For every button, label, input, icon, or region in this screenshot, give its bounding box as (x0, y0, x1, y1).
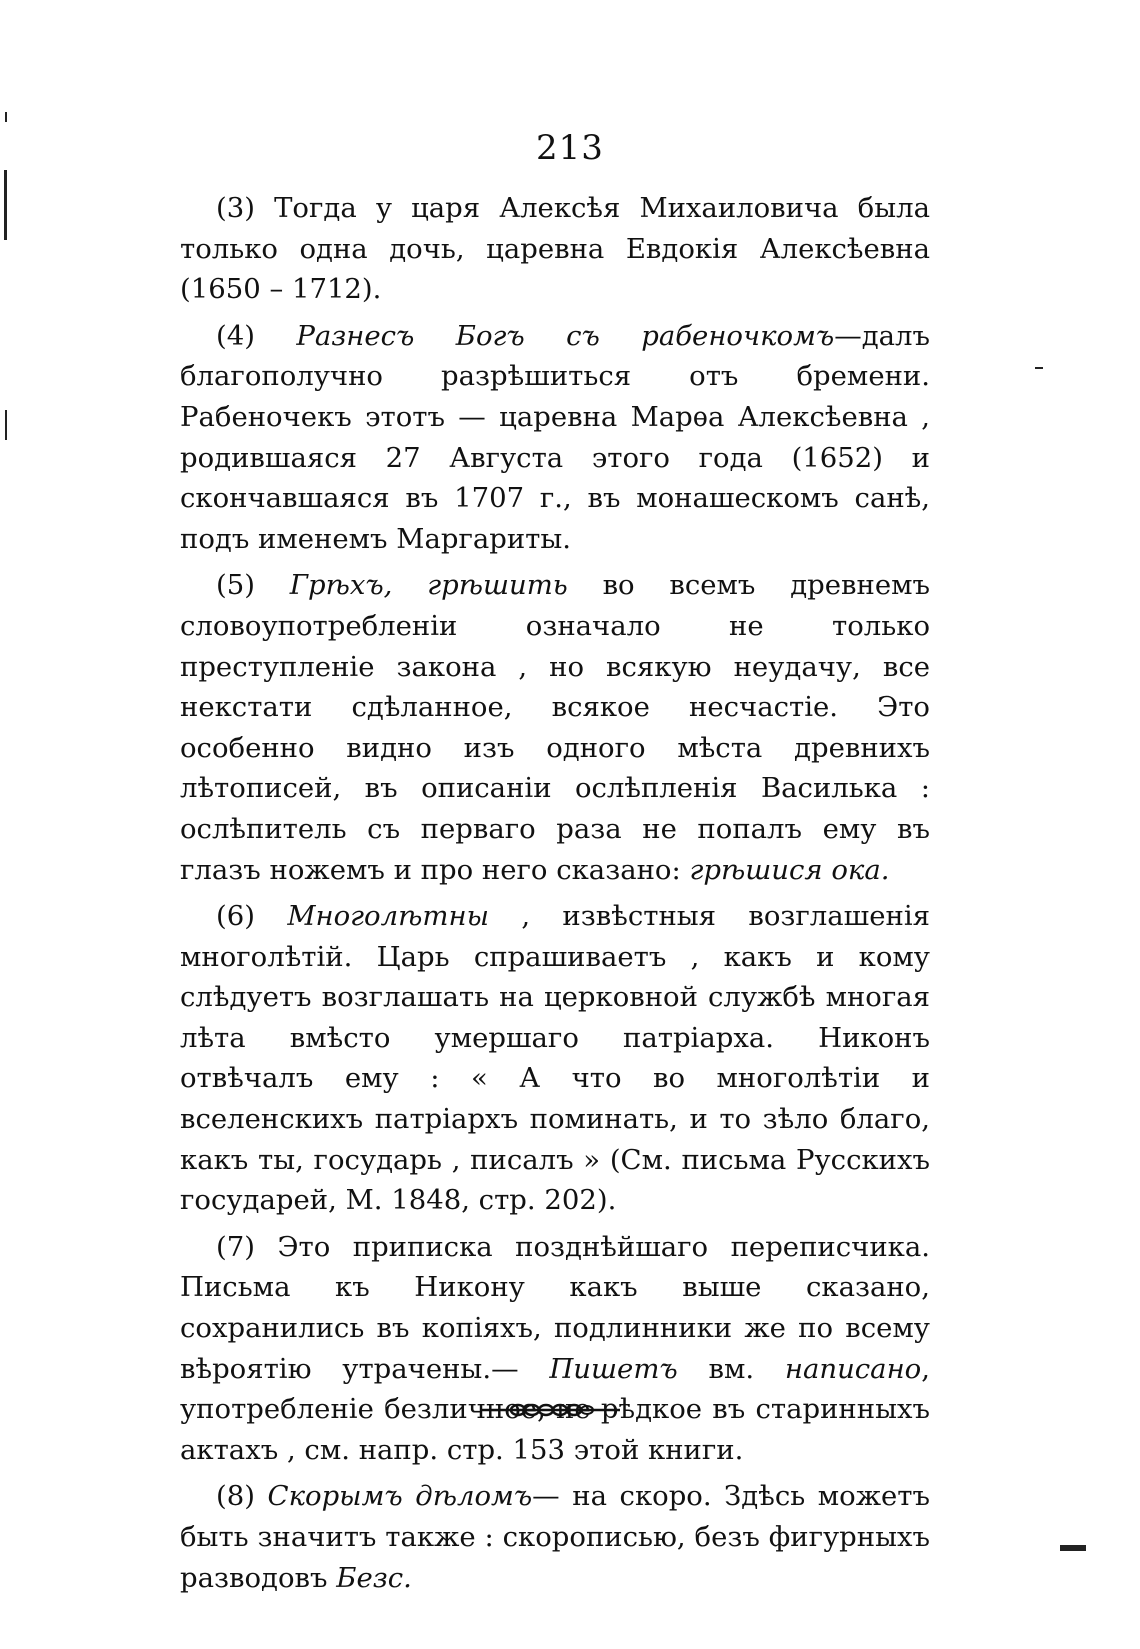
footnote-text: — на скоро. Здѣсь можетъ быть значитъ также : скорописью, безъ фигурныхъ разводовъ (180, 1480, 930, 1594)
page-number: 213 (536, 128, 604, 168)
footnote-marker: (8) (216, 1480, 255, 1513)
italic-term: Безс. (336, 1561, 412, 1594)
footnote-marker: (6) (216, 900, 255, 933)
footnote-7 (180, 1227, 930, 1471)
footnote-text: во всемъ древнемъ словоупотребленіи означало не только преступленіе закона , но всякую неудачу, все некстати сдѣланное, всякое несчастіе. Это особенно видно изъ одного мѣста древнихъ лѣтописей, въ описаніи ослѣпленія Василька : ослѣпитель съ перваго раза не попалъ ему въ глазъ ножемъ и про него сказано: (180, 569, 930, 886)
italic-term: грѣшися ока. (689, 853, 890, 886)
footnote-marker: (4) (216, 319, 255, 352)
italic-term: Скорымъ дѣломъ (267, 1480, 533, 1513)
footnote-text: —далъ благополучно разрѣшиться отъ бремени. Рабеночекъ этотъ — царевна Марѳа Алексѣевна , родившаяся 27 Августа этого года (1652) и скончавшаяся въ 1707 г., въ монашескомъ санѣ, подъ именемъ Маргариты. (180, 319, 930, 555)
italic-term: написано (784, 1352, 922, 1385)
scan-speck (5, 112, 7, 122)
italic-term: Грѣхъ, грѣшить (289, 569, 568, 602)
footnote-8 (180, 1476, 930, 1598)
footnote-text: вм. (677, 1352, 785, 1385)
scan-speck (5, 410, 7, 440)
italic-term: Разнесъ Богъ съ рабеночкомъ (296, 319, 835, 352)
scan-speck (1035, 367, 1043, 369)
footnote-text: Это приписка позднѣйшаго переписчика. Письма къ Никону какъ выше сказано, сохранились въ копіяхъ, подлинники же по всему вѣроятію утрачены.— (180, 1230, 930, 1385)
italic-term: Многолѣтны (287, 900, 489, 933)
footnote-text: , извѣстныя возглашенія многолѣтій. Царь спрашиваетъ , какъ и кому слѣдуетъ возглашать на церковной службѣ многая лѣта вмѣсто умершаго патріарха. Никонъ отвѣчалъ ему : « А что во многолѣтіи и вселенскихъ патріархъ поминать, и то зѣло благо, какъ ты, государь , писалъ » (См. письма Русскихъ государей, М. 1848, стр. 202). (180, 900, 930, 1217)
footnote-text: Тогда у царя Алексѣя Михаиловича была только одна дочь, царевна Евдокія Алексѣевна (1650 – 1712). (180, 192, 930, 306)
end-ornament (480, 1403, 620, 1417)
footnote-5 (180, 565, 930, 890)
footnote-3 (180, 188, 930, 310)
scan-speck (1060, 1545, 1086, 1551)
footnote-6 (180, 896, 930, 1221)
footnotes (180, 188, 930, 1604)
footnote-4 (180, 316, 930, 560)
scan-speck (4, 170, 7, 240)
footnote-marker: (3) (216, 192, 255, 224)
footnote-marker: (5) (216, 569, 255, 602)
footnote-marker: (7) (216, 1230, 255, 1263)
italic-term: Пишетъ (549, 1352, 678, 1385)
footnote-text: , употребленіе безличное, не рѣдкое въ старинныхъ актахъ , см. напр. стр. 153 этой книги. (180, 1352, 930, 1466)
